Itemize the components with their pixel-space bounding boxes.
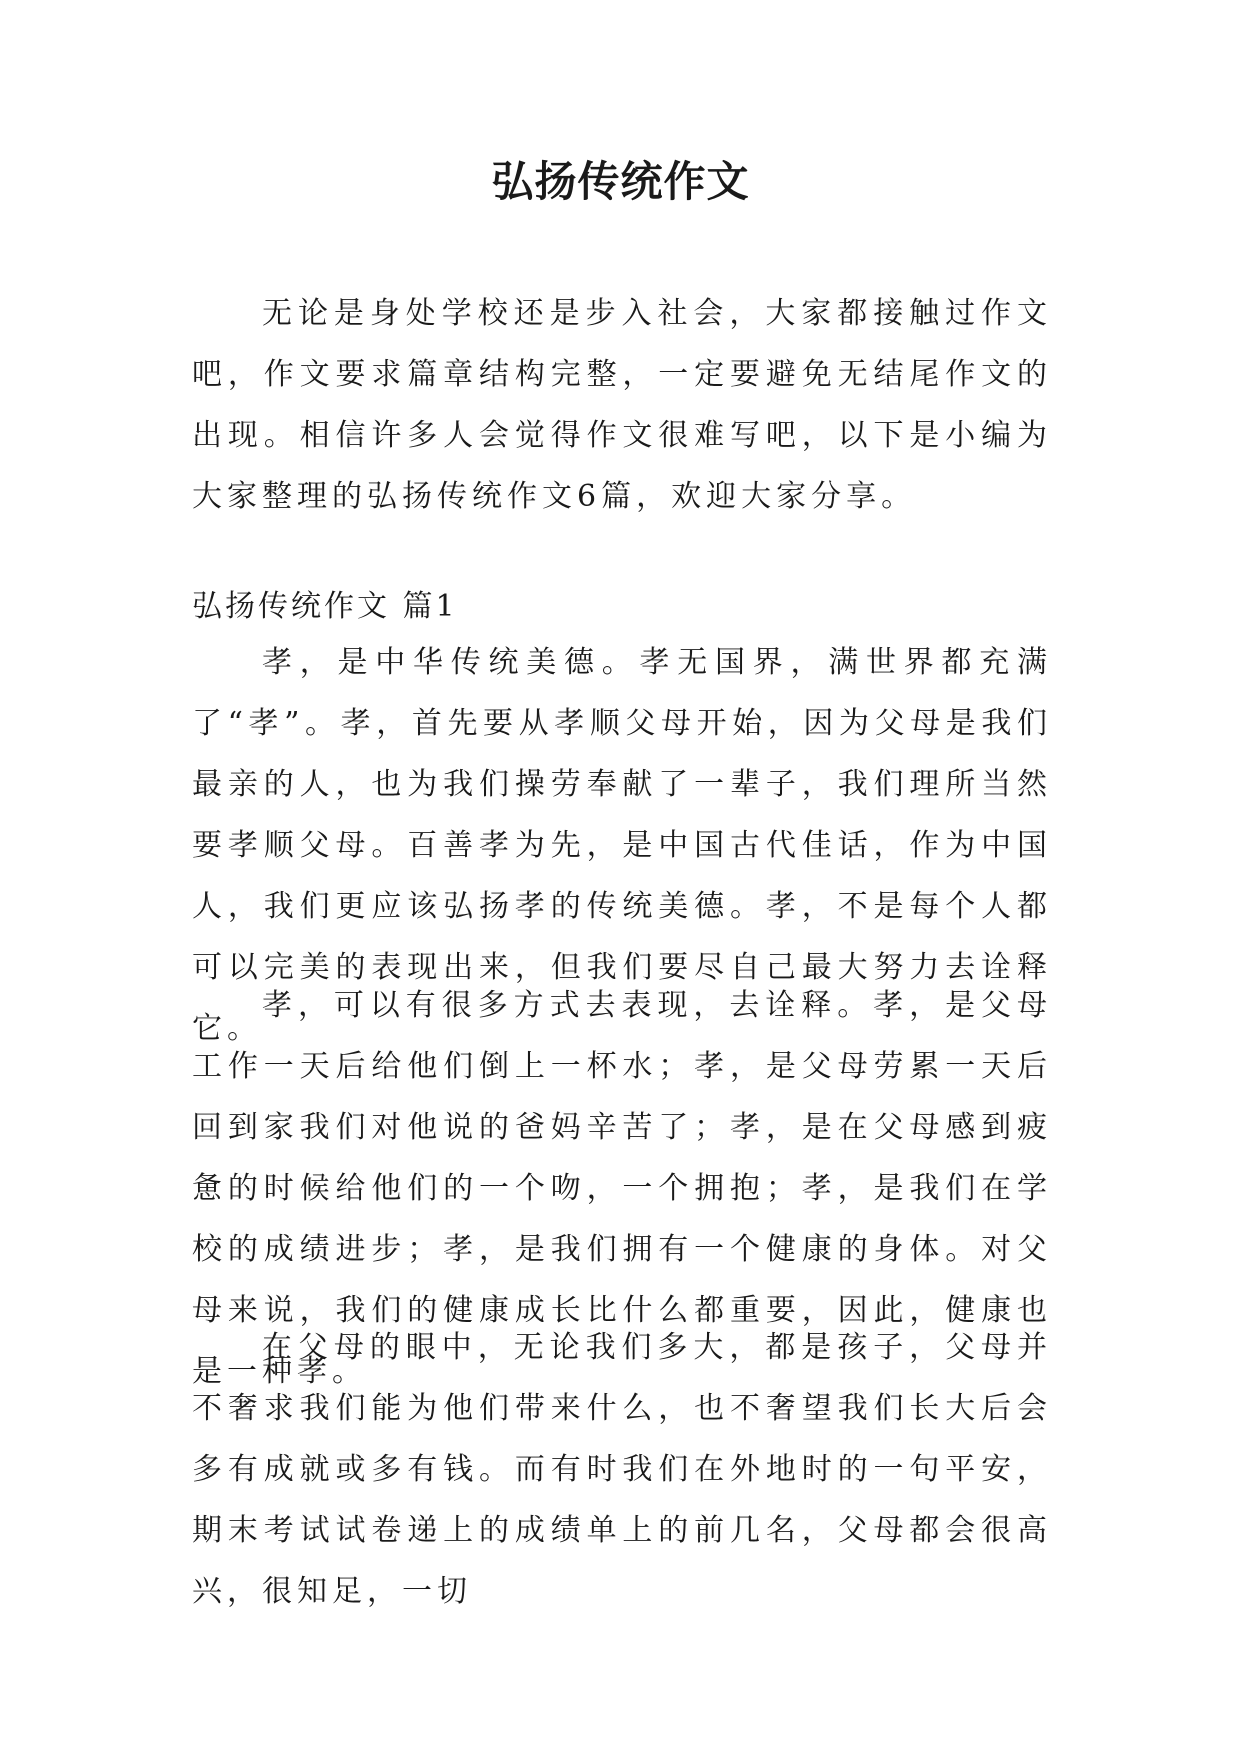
body-paragraph-2: 孝，可以有很多方式去表现，去诠释。孝，是父母工作一天后给他们倒上一杯水；孝，是父母劳累一天后回到家我们对他说的爸妈辛苦了；孝，是在父母感到疲惫的时候给他们的一个吻，一个拥抱；孝，是我们在学校的成绩进步；孝，是我们拥有一个健康的身体。对父母来说，我们的健康成长比什么都重要，因此，健康也是一种孝。 bbox=[192, 988, 1052, 1389]
section-heading: 弘扬传统作文 篇1 bbox=[192, 589, 458, 624]
body-paragraph-3: 在父母的眼中，无论我们多大，都是孩子，父母并不奢求我们能为他们带来什么，也不奢望我们长大后会多有成就或多有钱。而有时我们在外地时的一句平安，期末考试试卷递上的成绩单上的前几名，父母都会很高兴，很知足，一切 bbox=[192, 1330, 1052, 1609]
intro-paragraph: 无论是身处学校还是步入社会，大家都接触过作文吧，作文要求篇章结构完整，一定要避免无结尾作文的出现。相信许多人会觉得作文很难写吧，以下是小编为大家整理的弘扬传统作文6篇，欢迎大家分享。 bbox=[192, 296, 1052, 514]
body-paragraph-1: 孝，是中华传统美德。孝无国界，满世界都充满了“孝”。孝，首先要从孝顺父母开始，因为父母是我们最亲的人，也为我们操劳奉献了一辈子，我们理所当然要孝顺父母。百善孝为先，是中国古代佳话，作为中国人，我们更应该弘扬孝的传统美德。孝，不是每个人都可以完美的表现出来，但我们要尽自己最大努力去诠释它。 bbox=[192, 645, 1052, 1046]
document-title: 弘扬传统作文 bbox=[491, 157, 750, 206]
